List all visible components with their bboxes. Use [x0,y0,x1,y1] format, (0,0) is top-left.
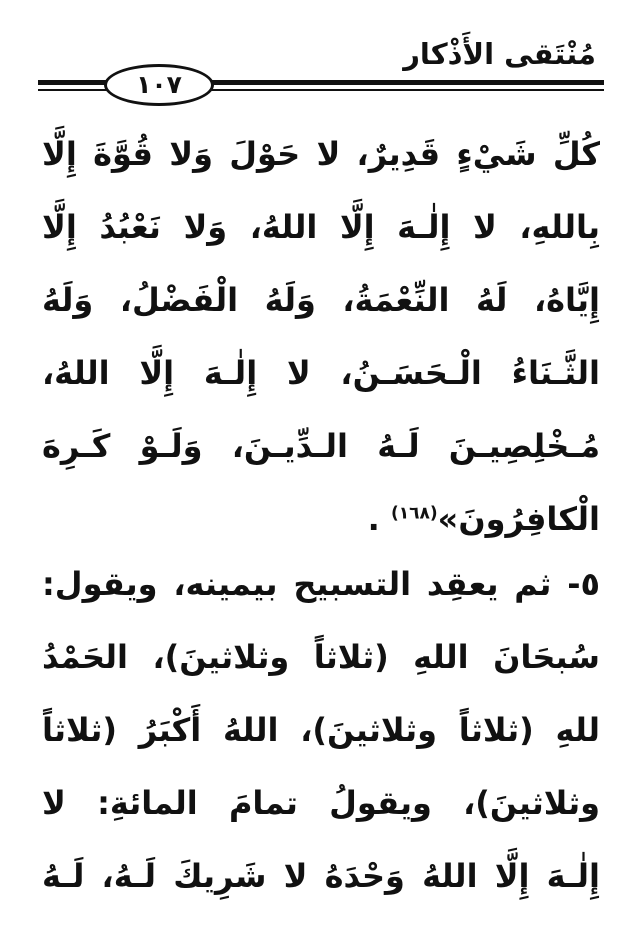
item-number: ٥- [567,565,600,603]
page-header [38,28,604,108]
page-number-oval [104,64,214,106]
text-block-dhikr [42,118,600,556]
text-fragment: . [367,500,391,538]
text-line-item-start [42,548,600,621]
footnote-reference: (١٦٨) [390,503,438,524]
text-fragment: الْكافِرُونَ» [437,500,600,538]
text-line: إِلٰـهَ إِلَّا اللهُ وَحْدَهُ لا شَرِيكَ لَـهُ، لَـهُ [42,857,600,895]
text-line: مُـخْلِصِيـنَ لَـهُ الـدِّيـنَ، وَلَـوْ كَـرِهَ [42,427,600,465]
text-line-final [42,483,600,556]
text-line: إِيَّاهُ، لَهُ النِّعْمَةُ، وَلَهُ الْفَضْلُ، وَلَهُ [42,281,600,319]
text-line: للهِ (ثلاثاً وثلاثينَ)، اللهُ أَكْبَرُ (ثلاثاً [42,711,600,749]
text-block-item-5 [42,548,600,913]
text-line: الثَّـنَاءُ الْـحَسَـنُ، لا إِلٰـهَ إِلَّا اللهُ، [42,354,600,392]
text-line: كُلِّ شَيْءٍ قَدِيرٌ، لا حَوْلَ وَلا قُوَّةَ إِلَّا [42,135,600,173]
book-title: مُنْتَقى الأَذْكار [403,37,596,71]
page-number: ١٠٧ [136,70,182,99]
text-line: سُبحَانَ اللهِ (ثلاثاً وثلاثينَ)، الحَمْدُ [42,638,600,676]
text-line: وثلاثينَ)، ويقولُ تمامَ المائةِ: لا [42,784,600,822]
text-fragment: ثم يعقِد التسبيح بيمينه، ويقول: [42,565,568,603]
text-line: بِاللهِ، لا إِلٰـهَ إِلَّا اللهُ، وَلا نَعْبُدُ إِلَّا [42,208,600,246]
